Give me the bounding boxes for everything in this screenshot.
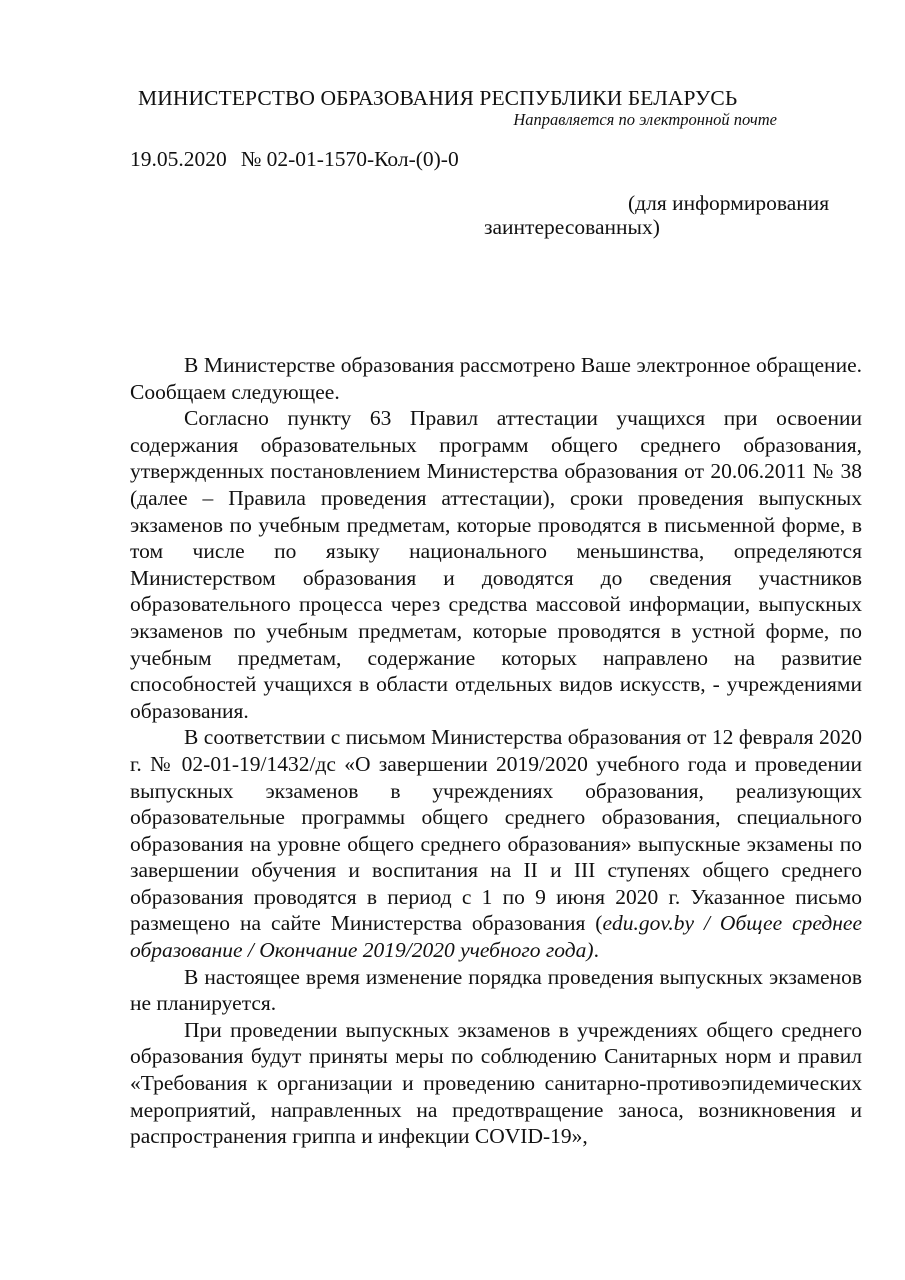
paragraph-5: При проведении выпускных экзаменов в учреждениях общего среднего образования будут приняты меры по соблюдению Санитарных норм и правил «Требования к организации и проведению санитарно-противоэпидемических мероприятий, направленных на предотвращение заноса, возникновения и распространения гриппа и инфекции COVID-19»,	[130, 1017, 862, 1149]
paragraph-4: В настоящее время изменение порядка проведения выпускных экзаменов не планируется.	[130, 964, 862, 1016]
paragraph-3	[130, 724, 862, 963]
paragraph-3-end: .	[593, 938, 599, 963]
letter-body	[130, 352, 862, 1150]
document-reference	[130, 147, 459, 172]
paragraph-2: Согласно пункту 63 Правил аттестации учащихся при освоении содержания образовательных программ общего среднего образования, утвержденных постановлением Министерства образования от 20.06.2011 № 38 (далее – Правила проведения аттестации), сроки проведения выпускных экзаменов по учебным предметам, которые проводятся в письменной форме, в том числе по языку национального меньшинства, определяются Министерством образования и доводятся до сведения участников образовательного процесса через средства массовой информации, выпускных экзаменов по учебным предметам, которые проводятся в устной форме, по учебным предметам, содержание которых направлено на развитие способностей учащихся в области отдельных видов искусств, - учреждениями образования.	[130, 406, 862, 723]
delivery-note: Направляется по электронной почте	[513, 110, 777, 129]
paragraph-3-text: В соответствии с письмом Министерства образования от 12 февраля 2020 г. № 02-01-19/1432/дс «О завершении 2019/2020 учебного года и проведении выпускных экзаменов в учреждениях образования, реализующих образовательные программы общего среднего образования, специального образования на уровне общего среднего образования» выпускные экзамены по завершении обучения и воспитания на II и III ступенях общего среднего образования проводятся в период с 1 по 9 июня 2020 г. Указанное письмо размещено на сайте Министерства образования (	[130, 725, 862, 936]
addressee-line-2: заинтересованных)	[484, 215, 660, 239]
document-number: № 02-01-1570-Кол-(0)-0	[240, 147, 459, 171]
paragraph-3-link-path: edu.gov.by / Общее среднее образование / Окончание 2019/2020 учебного года)	[130, 911, 863, 963]
addressee-line-1: (для информирования	[628, 191, 830, 215]
document-date: 19.05.2020	[130, 147, 227, 171]
addressee-block	[484, 191, 864, 239]
paragraph-1: В Министерстве образования рассмотрено Ваше электронное обращение. Сообщаем следующее.	[130, 353, 862, 404]
ministry-heading: МИНИСТЕРСТВО ОБРАЗОВАНИЯ РЕСПУБЛИКИ БЕЛАРУСЬ	[138, 86, 738, 110]
